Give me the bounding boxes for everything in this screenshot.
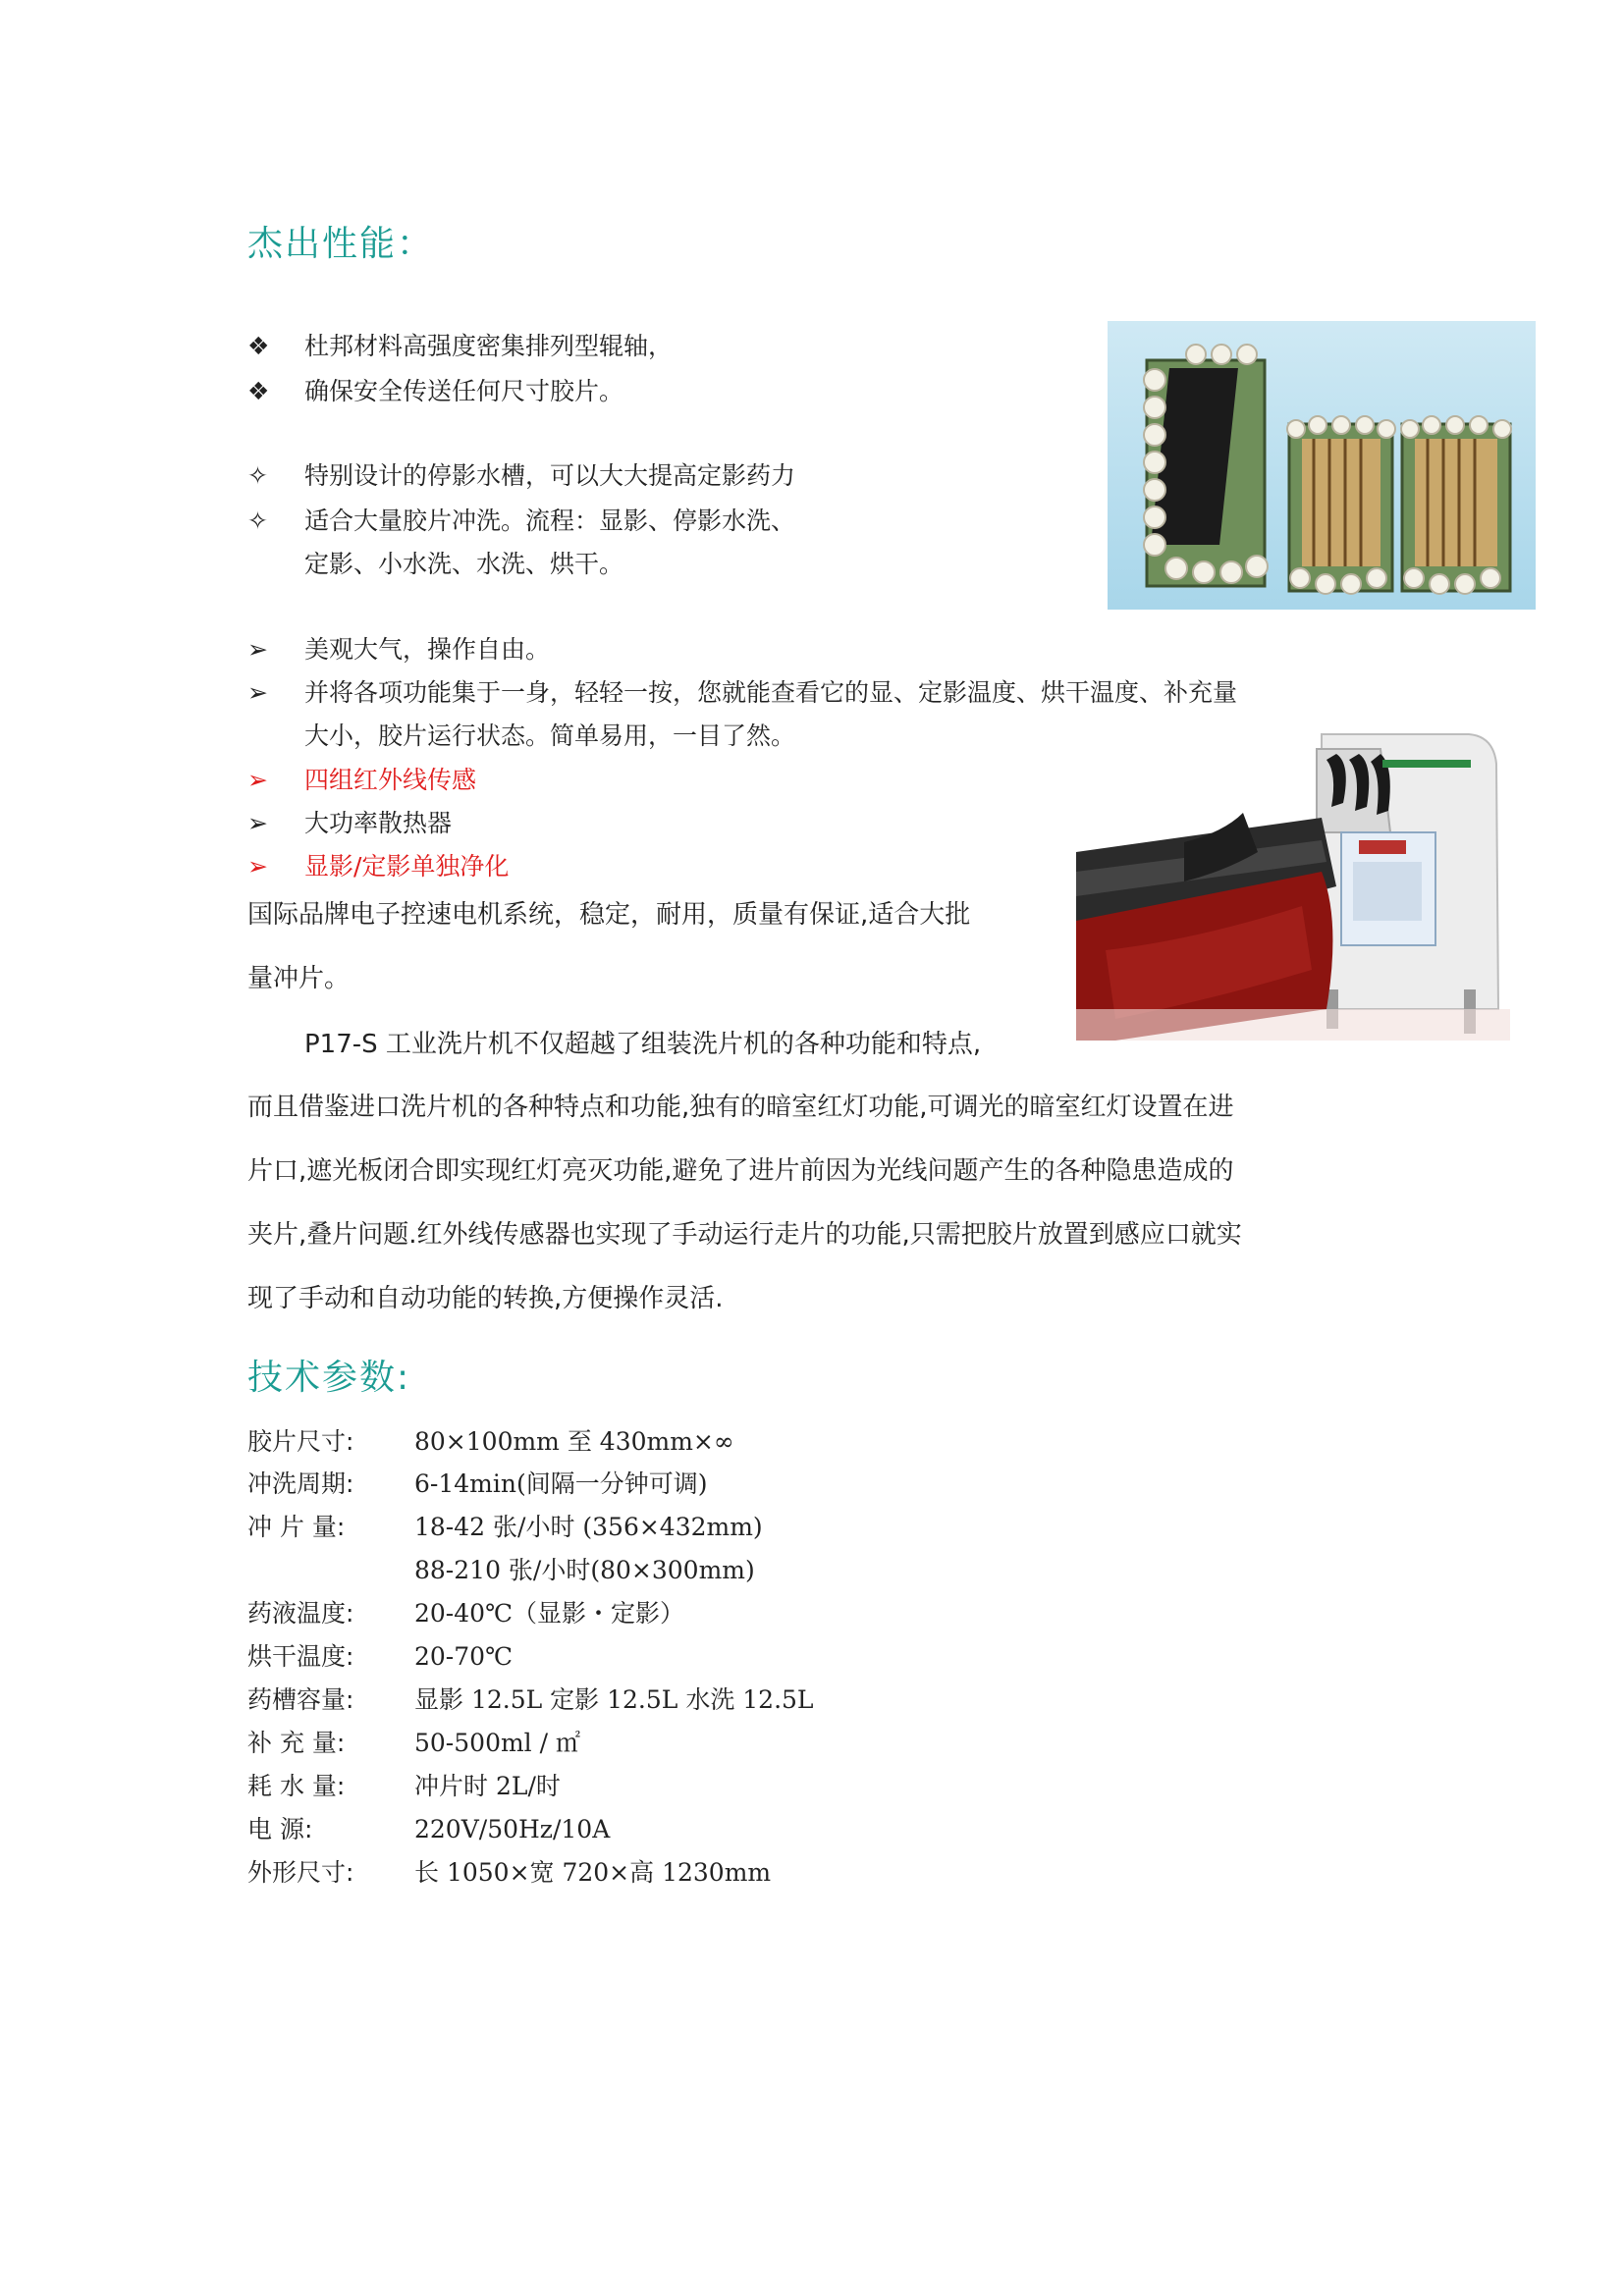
description-line: 现了手动和自动功能的转换,方便操作灵活. — [247, 1284, 724, 1313]
spec-row — [247, 1813, 610, 1846]
spec-row — [247, 1770, 561, 1803]
feature-item: ➢ 美观大气，操作自由。 — [247, 633, 550, 667]
feature-item: ➢ 显影/定影单独净化 — [247, 850, 509, 883]
spec-label: 耗 水 量: — [247, 1772, 346, 1800]
spec-label: 外形尺寸: — [247, 1858, 354, 1887]
spec-row — [247, 1727, 580, 1760]
description-line: 夹片,叠片问题.红外线传感器也实现了手动运行走片的功能,只需把胶片放置到感应口就实 — [247, 1220, 1242, 1250]
feature-item: ✧ 特别设计的停影水槽，可以大大提高定影药力 — [247, 459, 795, 493]
performance-heading: 杰出性能： — [247, 224, 435, 264]
spec-value: 50-500ml / ㎡ — [414, 1729, 580, 1757]
spec-value: 80×100mm 至 430mm×∞ — [414, 1427, 734, 1456]
spec-row — [247, 1856, 771, 1890]
diamond-bullet-icon: ❖ — [247, 377, 270, 405]
spec-value: 冲片时 2L/时 — [414, 1772, 561, 1800]
feature-item: ➢ 并将各项功能集于一身，轻轻一按，您就能查看它的显、定影温度、烘干温度、补充量 — [247, 676, 1237, 710]
feature-item: ❖ 杜邦材料高强度密集排列型辊轴， — [247, 330, 673, 363]
roller-rack-image — [1108, 321, 1536, 610]
arrow-bullet-icon: ➢ — [247, 809, 268, 837]
spec-label: 药液温度: — [247, 1599, 354, 1628]
spec-row — [247, 1683, 814, 1717]
spec-label: 冲洗周期: — [247, 1469, 354, 1498]
feature-continuation: 大小，胶片运行状态。简单易用，一目了然。 — [304, 721, 796, 750]
spec-row — [247, 1468, 707, 1501]
spec-value: 显影 12.5L 定影 12.5L 水洗 12.5L — [414, 1685, 814, 1714]
feature-item: ✧ 适合大量胶片冲洗。流程：显影、停影水洗、 — [247, 505, 795, 538]
spec-label: 电 源: — [247, 1815, 313, 1843]
feature-continuation: 定影、小水洗、水洗、烘干。 — [304, 550, 624, 578]
feature-item: ❖ 确保安全传送任何尺寸胶片。 — [247, 375, 623, 408]
spec-row — [247, 1511, 763, 1544]
spec-value: 长 1050×宽 720×高 1230mm — [414, 1858, 772, 1887]
description-line: 而且借鉴进口洗片机的各种特点和功能,独有的暗室红灯功能,可调光的暗室红灯设置在进 — [247, 1093, 1234, 1122]
feature-item: ➢ 大功率散热器 — [247, 807, 452, 840]
spec-label: 烘干温度: — [247, 1642, 354, 1671]
spec-row — [247, 1597, 684, 1630]
spec-label: 胶片尺寸: — [247, 1427, 354, 1456]
star-bullet-icon: ✧ — [247, 507, 268, 535]
spec-value: 20-40℃（显影・定影） — [414, 1599, 685, 1628]
feature-item: ➢ 四组红外线传感 — [247, 764, 476, 797]
spec-row — [247, 1640, 513, 1674]
spec-value: 18-42 张/小时 (356×432mm) — [414, 1513, 763, 1541]
film-processor-illustration — [1076, 724, 1510, 1041]
spec-row — [247, 1554, 755, 1587]
star-bullet-icon: ✧ — [247, 461, 268, 490]
arrow-bullet-icon: ➢ — [247, 766, 268, 794]
description-line: P17-S 工业洗片机不仅超越了组装洗片机的各种功能和特点, — [304, 1030, 982, 1059]
description-line: 片口,遮光板闭合即实现红灯亮灭功能,避免了进片前因为光线问题产生的各种隐患造成的 — [247, 1156, 1234, 1186]
roller-rack-illustration — [1108, 321, 1536, 610]
arrow-bullet-icon: ➢ — [247, 852, 268, 881]
spec-row — [247, 1425, 734, 1459]
arrow-bullet-icon: ➢ — [247, 678, 268, 707]
motor-paragraph-line: 量冲片。 — [247, 964, 351, 993]
film-processor-image — [1076, 724, 1510, 1041]
spec-value: 20-70℃ — [414, 1642, 514, 1671]
spec-value: 88-210 张/小时(80×300mm) — [414, 1556, 755, 1584]
spec-label: 补 充 量: — [247, 1729, 346, 1757]
motor-paragraph-line: 国际品牌电子控速电机系统，稳定，耐用，质量有保证,适合大批 — [247, 900, 971, 930]
spec-value: 6-14min(间隔一分钟可调) — [414, 1469, 708, 1498]
spec-value: 220V/50Hz/10A — [414, 1815, 611, 1843]
spec-label: 药槽容量: — [247, 1685, 354, 1714]
diamond-bullet-icon: ❖ — [247, 332, 270, 360]
arrow-bullet-icon: ➢ — [247, 635, 268, 664]
spec-label: 冲 片 量: — [247, 1513, 346, 1541]
specs-heading: 技术参数: — [247, 1358, 411, 1398]
